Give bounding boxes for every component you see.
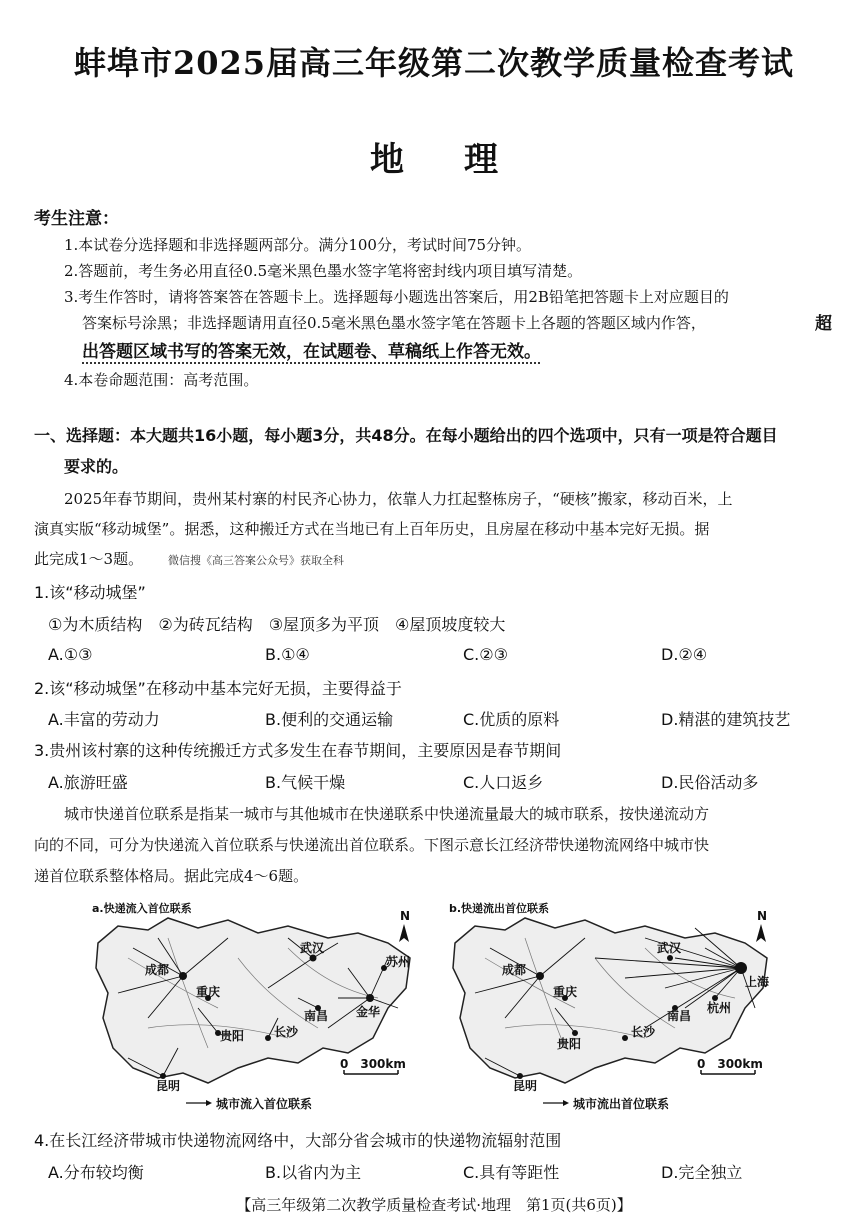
legend-label: 城市流出首位联系 (573, 1097, 670, 1111)
passage-line: 城市快递首位联系是指某一城市与其他城市在快递联系中快递流量最大的城市联系，按快递流动方 (64, 805, 710, 823)
passage-line: 2025年春节期间，贵州某村寨的村民齐心协力，依靠人力扛起整栋房子，“硬核”搬家，移动百米，上 (64, 490, 733, 508)
question-stem: 2.该“移动城堡”在移动中基本完好无损，主要得益于 (34, 679, 402, 698)
map-outflow (445, 898, 785, 1118)
city-label: 金华 (356, 1005, 381, 1019)
option-c: C.优质的原料 (463, 710, 560, 729)
legend-label: 城市流入首位联系 (216, 1097, 313, 1111)
option-a: A.旅游旺盛 (48, 773, 128, 792)
north-arrow-icon (399, 909, 410, 942)
city-label: 昆明 (513, 1079, 538, 1093)
question-stem: 3.贵州该村寨的这种传统搬迁方式多发生在春节期间，主要原因是春节期间 (34, 741, 562, 760)
notice-item-emphasis: 超 (815, 314, 832, 334)
notice-item: 1.本试卷分选择题和非选择题两部分。满分100分，考试时间75分钟。 (64, 236, 532, 254)
svg-text:N: N (400, 909, 411, 923)
city-label: 苏州 (386, 955, 411, 969)
option-d: D.完全独立 (661, 1163, 743, 1182)
city-label: 长沙 (274, 1025, 299, 1039)
city-label: 南昌 (304, 1009, 329, 1023)
option-b: B.①④ (265, 645, 310, 664)
option-a: A.①③ (48, 645, 93, 664)
question-statements: ①为木质结构 ②为砖瓦结构 ③屋顶多为平顶 ④屋顶坡度较大 (48, 615, 506, 634)
city-label: 长沙 (631, 1025, 656, 1039)
option-c: C.人口返乡 (463, 773, 544, 792)
city-label: 重庆 (196, 985, 221, 999)
notice-item: 3.考生作答时，请将答案答在答题卡上。选择题每小题选出答案后，用2B铅笔把答题卡上对应题目的 (64, 288, 729, 306)
city-label: 武汉 (300, 941, 325, 955)
city-label: 上海 (745, 975, 770, 989)
watermark-text: 微信搜《高三答案公众号》获取全科 (168, 554, 344, 567)
subject-title: 地理 (370, 140, 558, 180)
scale-label: 0 300km (340, 1057, 406, 1071)
map-outflow-graphic (445, 898, 785, 1118)
notice-item: 4.本卷命题范围：高考范围。 (64, 371, 259, 389)
section-heading: 一、选择题：本大题共16小题，每小题3分，共48分。在每小题给出的四个选项中，只有一项是符合题目 (34, 426, 778, 445)
city-label: 成都 (145, 963, 170, 977)
notice-item-emphasis: 出答题区域书写的答案无效，在试题卷、草稿纸上作答无效。 (82, 342, 541, 362)
option-b: B.气候干燥 (265, 773, 346, 792)
passage-line: 演真实版“移动城堡”。据悉，这种搬迁方式在当地已有上百年历史，且房屋在移动中基本完好无损。据 (34, 520, 710, 538)
city-label: 杭州 (707, 1001, 732, 1015)
city-label: 贵阳 (557, 1037, 582, 1051)
passage-line: 递首位联系整体格局。据此完成4～6题。 (34, 867, 309, 885)
option-d: D.精湛的建筑技艺 (661, 710, 791, 729)
notice-item: 答案标号涂黑；非选择题请用直径0.5毫米黑色墨水签字笔在答题卡上各题的答题区域内作答， (82, 314, 706, 332)
option-c: C.②③ (463, 645, 508, 664)
city-label: 南昌 (667, 1009, 692, 1023)
city-label: 成都 (502, 963, 527, 977)
city-label: 贵阳 (220, 1029, 245, 1043)
option-b: B.以省内为主 (265, 1163, 362, 1182)
question-stem: 1.该“移动城堡” (34, 583, 146, 602)
notice-heading: 考生注意： (34, 209, 119, 229)
option-b: B.便利的交通运输 (265, 710, 394, 729)
page-footer: 【高三年级第二次教学质量检查考试·地理 第1页(共6页)】 (236, 1196, 632, 1214)
passage-line: 此完成1～3题。 (34, 550, 144, 568)
option-d: D.②④ (661, 645, 708, 664)
option-a: A.分布较均衡 (48, 1163, 144, 1182)
map-title: b.快递流出首位联系 (449, 902, 550, 915)
notice-item: 2.答题前，考生务必用直径0.5毫米黑色墨水签字笔将密封线内项目填写清楚。 (64, 262, 583, 280)
option-a: A.丰富的劳动力 (48, 710, 160, 729)
option-c: C.具有等距性 (463, 1163, 560, 1182)
city-label: 重庆 (553, 985, 578, 999)
map-inflow-graphic (88, 898, 428, 1118)
question-stem: 4.在长江经济带城市快递物流网络中，大部分省会城市的快递物流辐射范围 (34, 1131, 562, 1150)
exam-title: 蚌埠市2025届高三年级第二次教学质量检查考试 (73, 44, 795, 82)
legend-arrow-icon (186, 1100, 212, 1106)
map-inflow (88, 898, 428, 1118)
city-label: 昆明 (156, 1079, 181, 1093)
passage-line: 向的不同，可分为快递流入首位联系与快递流出首位联系。下图示意长江经济带快递物流网络中城市快 (34, 836, 710, 854)
legend-arrow-icon (543, 1100, 569, 1106)
map-title: a.快递流入首位联系 (92, 902, 192, 915)
north-arrow-icon (756, 909, 767, 942)
scale-label: 0 300km (697, 1057, 763, 1071)
section-heading-cont: 要求的。 (64, 457, 129, 476)
svg-text:N: N (757, 909, 768, 923)
city-label: 武汉 (657, 941, 682, 955)
option-d: D.民俗活动多 (661, 773, 759, 792)
